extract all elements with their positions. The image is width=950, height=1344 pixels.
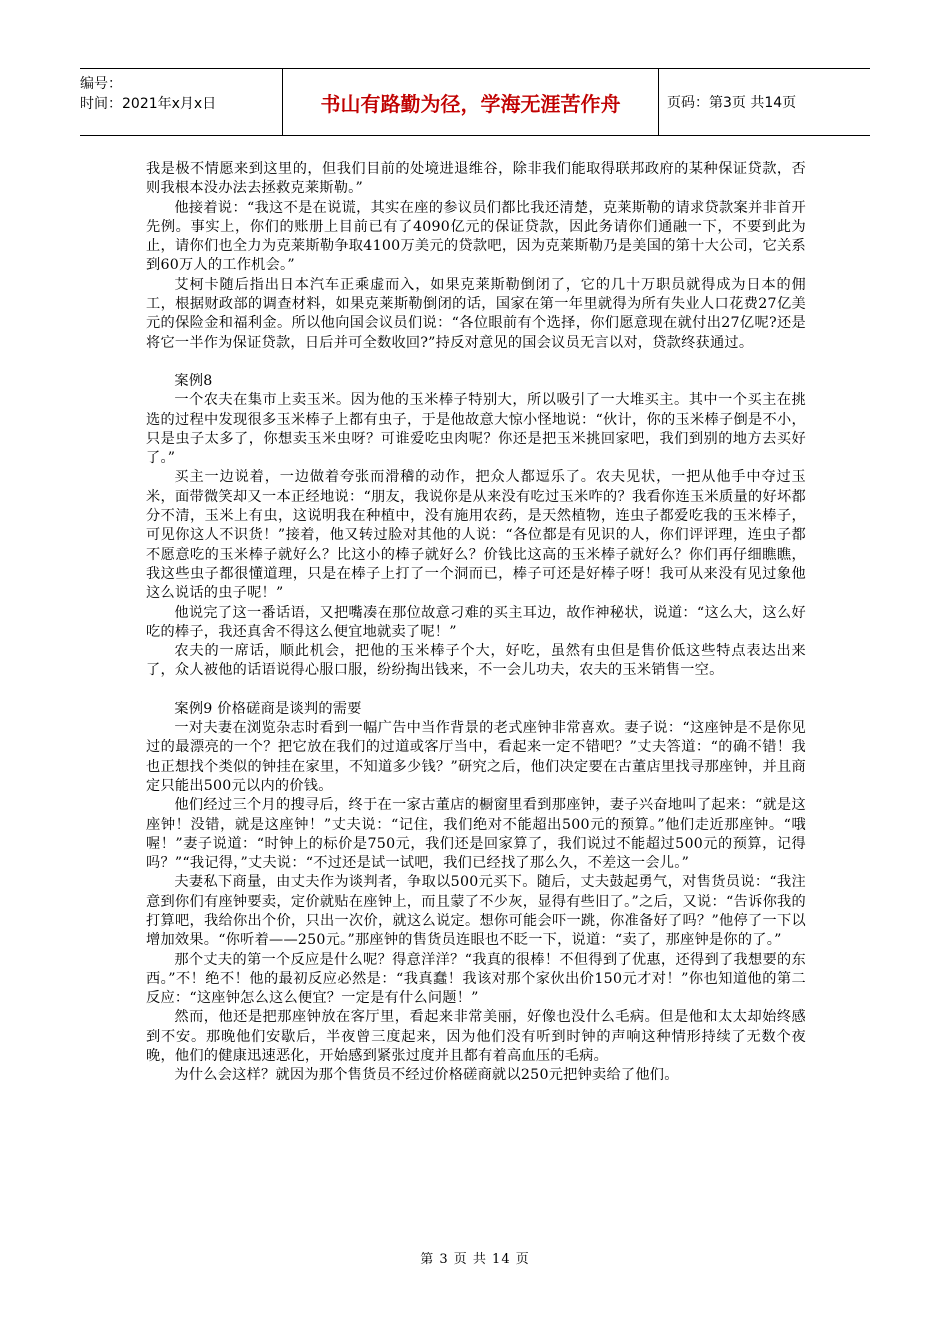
document-body <box>146 160 806 1086</box>
body-paragraph: 夫妻私下商量，由丈夫作为谈判者，争取以500元买下。随后，丈夫鼓起勇气，对售货员说：“我注意到你们有座钟要卖，定价就贴在座钟上，而且蒙了不少灰，显得有些旧了。”之后，又说：“告诉你我的打算吧，我给你出个价，只出一次价，就这么说定。想你可能会吓一跳，你准备好了吗？”他停了一下以增加效果。“你听着——250元。”那座钟的售货员连眼也不眨一下，说道：“卖了，那座钟是你的了。” <box>146 874 806 949</box>
body-paragraph: 他们经过三个月的搜寻后，终于在一家古董店的橱窗里看到那座钟，妻子兴奋地叫了起来：“就是这座钟！没错，就是这座钟！”丈夫说：“记住，我们绝对不能超出500元的预算。”他们走近那座钟。“哦喔！”妻子说道：“时钟上的标价是750元，我们还是回家算了，我们说过不能超过500元的预算，记得吗？”“我记得，”丈夫说：“不过还是试一试吧，我们已经找了那么久，不差这一会儿。” <box>146 797 806 872</box>
body-paragraph: 一对夫妻在浏览杂志时看到一幅广告中当作背景的老式座钟非常喜欢。妻子说：“这座钟是不是你见过的最漂亮的一个？把它放在我们的过道或客厅当中，看起来一定不错吧？”丈夫答道：“的确不错！我也正想找个类似的钟挂在家里，不知道多少钱？”研究之后，他们决定要在古董店里找寻那座钟，并且商定只能出500元以内的价钱。 <box>146 720 806 794</box>
body-paragraph: 他说完了这一番话语，又把嘴凑在那位故意刁难的买主耳边，故作神秘状，说道：“这么大，这么好吃的棒子，我还真舍不得这么便宜地就卖了呢！” <box>146 604 806 640</box>
header-date-label: 时间：2021年x月x日 <box>80 96 217 112</box>
header-number-label: 编号： <box>80 76 122 92</box>
body-paragraph: 然而，他还是把那座钟放在客厅里，看起来非常美丽，好像也没什么毛病。但是他和太太却始终感到不安。那晚他们安歇后，半夜曾三度起来，因为他们没有听到时钟的声响这种情形持续了无数个夜晚，他们的健康迅速恶化，开始感到紧张过度并且都有着高血压的毛病。 <box>146 1009 806 1065</box>
body-paragraph: 艾柯卡随后指出日本汽车正乘虚而入，如果克莱斯勒倒闭了，它的几十万职员就得成为日本的佣工，根据财政部的调查材料，如果克莱斯勒倒闭的话，国家在第一年里就得为所有失业人口花费27亿美元的保险金和福利金。所以他向国会议员们说：“各位眼前有个选择，你们愿意现在就付出27亿呢?还是将它一半作为保证贷款，日后并可全数收回?”持反对意见的国会议员无言以对，贷款终获通过。 <box>146 276 806 351</box>
body-paragraph: 为什么会这样？就因为那个售货员不经过价格磋商就以250元把钟卖给了他们。 <box>174 1067 679 1084</box>
body-paragraph: 那个丈夫的第一个反应是什么呢？得意洋洋？“我真的很棒！不但得到了优惠，还得到了我想要的东西。”不！绝不！他的最初反应必然是：“我真蠢！我该对那个家伙出价150元才对！”你也知道他的第二反应：“这座钟怎么这么便宜？一定是有什么问题！” <box>146 951 806 1007</box>
body-paragraph: 买主一边说着，一边做着夸张而滑稽的动作，把众人都逗乐了。农夫见状，一把从他手中夺过玉米，面带微笑却又一本正经地说：“朋友，我说你是从来没有吃过玉米咋的？我看你连玉米质量的好坏都分不清，玉米上有虫，这说明我在种植中，没有施用农药，是天然植物，连虫子都爱吃我的玉米棒子，可见你这人不识货！”接着，他又转过脸对其他的人说：“各位都是有见识的人，你们评评理，连虫子都不愿意吃的玉米棒子就好么？比这小的棒子就好么？价钱比这高的玉米棒子就好么？你们再仔细瞧瞧，我这些虫子都很懂道理，只是在棒子上打了一个洞而已，棒子可还是好棒子呀！我可从来没有见过象他这么说话的虫子呢！” <box>146 469 806 602</box>
body-paragraph: 一个农夫在集市上卖玉米。因为他的玉米棒子特别大，所以吸引了一大堆买主。其中一个买主在挑选的过程中发现很多玉米棒子上都有虫子，于是他故意大惊小怪地说：“伙计，你的玉米棒子倒是不小，只是虫子太多了，你想卖玉米虫呀？可谁爱吃虫肉呢？你还是把玉米挑回家吧，我们到别的地方去买好了。” <box>146 392 806 467</box>
page-header <box>80 68 870 136</box>
case-heading: 案例8 <box>174 372 213 389</box>
body-paragraph: 我是极不情愿来到这里的，但我们目前的处境进退维谷，除非我们能取得联邦政府的某种保证贷款，否则我根本没办法去拯救克莱斯勒。” <box>146 161 806 197</box>
body-paragraph: 农夫的一席话，顺此机会，把他的玉米棒子个大，好吃，虽然有虫但是售价低这些特点表达出来了，众人被他的话语说得心服口服，纷纷掏出钱来，不一会儿功夫，农夫的玉米销售一空。 <box>146 643 806 679</box>
header-motto: 书山有路勤为径，学海无涯苦作舟 <box>283 69 659 135</box>
case-heading: 案例9 价格磋商是谈判的需要 <box>174 700 362 717</box>
header-page-info: 页码：第3页 共14页 <box>667 95 797 111</box>
header-meta <box>80 69 283 135</box>
body-paragraph: 他接着说：“我这不是在说谎，其实在座的参议员们都比我还清楚，克莱斯勒的请求贷款案并非首开先例。事实上，你们的账册上目前已有了4090亿元的保证贷款，因此务请你们通融一下，不要到此为止，请你们也全力为克莱斯勒争取4100万美元的贷款吧，因为克莱斯勒乃是美国的第十大公司，它关系到60万人的工作机会。” <box>146 199 806 274</box>
page-footer: 第 3 页 共 14 页 <box>420 1252 530 1267</box>
